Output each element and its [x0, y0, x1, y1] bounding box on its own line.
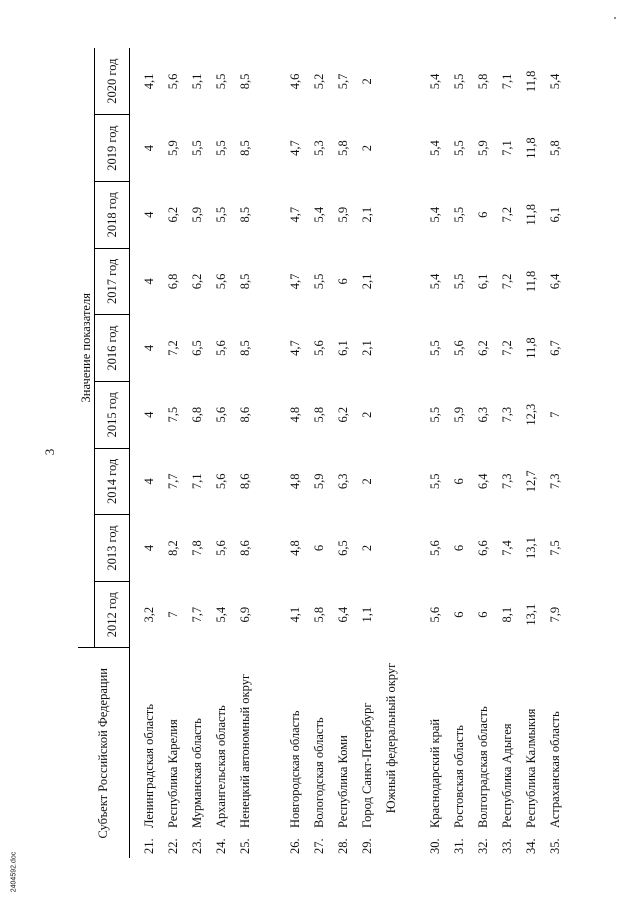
value-cell: 4: [142, 478, 156, 485]
value-cell: 4,1: [142, 73, 156, 90]
row-number: 24.: [214, 838, 228, 854]
value-cell: 6,8: [190, 406, 204, 423]
value-cell: 5,8: [312, 406, 326, 423]
value-cell: 6,2: [190, 273, 204, 290]
subject-name: Краснодарский край: [428, 718, 442, 828]
subject-name: Вологодская область: [312, 717, 326, 828]
page-number: 3: [42, 448, 57, 456]
value-cell: 5,9: [166, 140, 180, 156]
value-cell: 4,1: [288, 606, 302, 623]
value-cell: 4,6: [288, 73, 302, 90]
row-number: 34.: [524, 838, 538, 854]
subject-name: Ленинградская область: [142, 704, 156, 828]
value-cell: 5,5: [452, 273, 466, 290]
value-cell: 2: [360, 144, 374, 152]
table-row: [520, 48, 544, 858]
value-cell: 7: [548, 411, 562, 418]
value-cell: 4: [142, 411, 156, 418]
value-cell: 6,9: [238, 606, 252, 623]
value-cell: 7,1: [500, 140, 514, 156]
value-cell: 4: [142, 211, 156, 218]
value-cell: 6,4: [336, 606, 350, 623]
value-cell: 12,7: [524, 470, 538, 493]
year-header: 2020 год: [95, 48, 130, 115]
subject-name: Ненецкий автономный округ: [238, 673, 252, 828]
subject-name: Город Санкт-Петербург: [360, 702, 374, 828]
empty-cell: [380, 181, 424, 248]
value-cell: 7: [166, 611, 180, 618]
indicator-table-container: [78, 48, 562, 858]
value-cell: 8,6: [238, 540, 252, 556]
value-cell: 5,2: [312, 73, 326, 90]
value-header: Значение показателя: [78, 48, 95, 648]
value-cell: 7,2: [500, 340, 514, 356]
value-cell: 5,5: [428, 340, 442, 356]
value-cell: 7,2: [500, 206, 514, 223]
value-cell: 4: [142, 344, 156, 352]
value-cell: 11,8: [524, 204, 538, 226]
table-header: [78, 48, 130, 858]
value-cell: 6,4: [476, 473, 490, 490]
value-cell: 2,1: [360, 206, 374, 223]
value-cell: 2: [360, 411, 374, 418]
value-cell: 4,8: [288, 473, 302, 490]
value-cell: 7,1: [190, 473, 204, 490]
value-cell: 5,4: [428, 273, 442, 290]
row-number: 30.: [428, 838, 442, 854]
row-number: 22.: [166, 838, 180, 854]
value-cell: 5,5: [214, 140, 228, 156]
value-cell: 5,5: [452, 206, 466, 223]
value-cell: 5,5: [428, 406, 442, 423]
row-number: 33.: [500, 838, 514, 854]
value-cell: 5,5: [190, 140, 204, 156]
value-cell: 5,9: [476, 140, 490, 156]
value-cell: 5,6: [214, 406, 228, 423]
value-cell: 6: [336, 278, 350, 285]
value-cell: 6,3: [476, 406, 490, 423]
value-cell: 5,3: [312, 140, 326, 156]
value-cell: 6,2: [336, 406, 350, 423]
district-header-row: [380, 48, 424, 858]
value-cell: 6,5: [336, 540, 350, 556]
value-cell: 4,8: [288, 406, 302, 423]
table-body: [130, 48, 569, 858]
empty-cell: [380, 381, 424, 448]
subject-name: Ростовская область: [452, 725, 466, 828]
value-cell: 5,6: [312, 340, 326, 356]
district-name: Южный федеральный округ: [384, 662, 398, 814]
value-cell: 5,8: [476, 73, 490, 90]
value-cell: 6,2: [166, 206, 180, 223]
table-row: [278, 48, 308, 858]
value-cell: 8,5: [238, 340, 252, 356]
empty-cell: [380, 248, 424, 315]
value-cell: 6: [476, 611, 490, 618]
value-cell: 5,4: [428, 140, 442, 156]
value-cell: 1,1: [360, 606, 374, 623]
value-cell: 8,6: [238, 473, 252, 490]
value-cell: 5,8: [336, 140, 350, 156]
value-cell: 5,6: [214, 540, 228, 556]
value-cell: 6,1: [336, 340, 350, 356]
value-cell: 8,5: [238, 206, 252, 223]
value-cell: 5,6: [214, 273, 228, 290]
value-cell: 5,6: [428, 606, 442, 623]
value-cell: 13,1: [524, 537, 538, 559]
value-cell: 6,1: [476, 273, 490, 290]
year-header: 2017 год: [95, 248, 130, 315]
value-cell: 2,1: [360, 273, 374, 290]
subject-header: Субъект Российской Федерации: [78, 648, 130, 858]
row-number: 21.: [142, 838, 156, 854]
value-cell: 7,1: [500, 73, 514, 90]
value-cell: 5,7: [336, 73, 350, 90]
value-cell: 4,7: [288, 340, 302, 356]
value-cell: 7,9: [548, 606, 562, 623]
value-cell: 4,7: [288, 273, 302, 290]
value-cell: 5,9: [190, 206, 204, 223]
subject-name: Архангельская область: [214, 705, 228, 828]
year-header: 2014 год: [95, 448, 130, 515]
value-cell: 5,6: [428, 540, 442, 556]
row-number: 35.: [548, 838, 562, 854]
row-number: 26.: [288, 838, 302, 854]
table-row: [496, 48, 520, 858]
value-cell: 5,5: [214, 206, 228, 223]
row-number: 29.: [360, 838, 374, 854]
value-cell: 4: [142, 544, 156, 552]
subject-name: Новгородская область: [288, 710, 302, 828]
year-header: 2015 год: [95, 381, 130, 448]
value-cell: 3,2: [142, 606, 156, 623]
value-cell: 7,7: [166, 473, 180, 490]
subject-name: Республика Адыгея: [500, 723, 514, 828]
table-row: [448, 48, 472, 858]
value-cell: 5,5: [214, 73, 228, 90]
value-cell: 8,2: [166, 540, 180, 556]
value-cell: 5,9: [312, 473, 326, 490]
value-cell: 7,2: [500, 273, 514, 290]
value-cell: 5,8: [312, 606, 326, 623]
value-cell: 7,3: [500, 406, 514, 423]
value-cell: 7,7: [190, 606, 204, 623]
year-header: 2019 год: [95, 115, 130, 182]
value-cell: 4,7: [288, 206, 302, 223]
scan-speck: [614, 17, 616, 19]
year-header: 2018 год: [95, 181, 130, 248]
value-cell: 4,7: [288, 140, 302, 156]
row-number: 28.: [336, 838, 350, 854]
value-cell: 5,8: [548, 140, 562, 156]
value-cell: 4: [142, 144, 156, 152]
value-cell: 8,1: [500, 606, 514, 623]
value-cell: 2: [360, 478, 374, 485]
value-cell: 13,1: [524, 603, 538, 626]
document-id: 2404592.doc: [10, 851, 18, 893]
value-cell: 6: [476, 211, 490, 218]
value-cell: 7,4: [500, 540, 514, 556]
value-cell: 6,6: [476, 540, 490, 556]
value-cell: 6: [452, 611, 466, 618]
value-cell: 5,6: [166, 73, 180, 90]
row-number: 23.: [190, 838, 204, 854]
value-cell: 6: [452, 478, 466, 485]
subject-name: Республика Карелия: [166, 719, 180, 828]
value-cell: 4,8: [288, 540, 302, 556]
value-cell: 5,4: [428, 73, 442, 90]
subject-name: Мурманская область: [190, 718, 204, 828]
value-cell: 7,3: [548, 473, 562, 490]
value-cell: 8,5: [238, 140, 252, 156]
table-row: [210, 48, 234, 858]
value-cell: 7,8: [190, 540, 204, 556]
table-row: [356, 48, 380, 858]
table-row: [424, 48, 448, 858]
value-cell: 6: [452, 544, 466, 552]
value-cell: 8,5: [238, 273, 252, 290]
subject-name: Волгоградская область: [476, 706, 490, 828]
value-cell: 5,5: [428, 473, 442, 490]
value-cell: 6,5: [190, 340, 204, 356]
value-cell: 2,1: [360, 340, 374, 356]
table-row: [308, 48, 332, 858]
empty-cell: [380, 115, 424, 182]
year-header: 2016 год: [95, 315, 130, 382]
subject-name: Республика Коми: [336, 735, 350, 828]
value-cell: 5,5: [452, 73, 466, 90]
value-cell: 11,8: [524, 270, 538, 293]
value-cell: 5,4: [312, 206, 326, 223]
empty-cell: [380, 315, 424, 382]
table-row: [544, 48, 568, 858]
table-row: [186, 48, 210, 858]
value-cell: 5,9: [452, 406, 466, 423]
table-row: [130, 48, 163, 858]
value-cell: 8,6: [238, 406, 252, 423]
value-cell: 6,4: [548, 273, 562, 290]
subject-name: Астраханская область: [548, 711, 562, 828]
value-cell: 7,2: [166, 340, 180, 356]
indicator-table: [78, 48, 568, 858]
value-cell: 7,5: [166, 406, 180, 423]
value-cell: 11,8: [524, 70, 538, 93]
table-row: [234, 48, 278, 858]
value-cell: 2: [360, 544, 374, 552]
subject-name: Республика Калмыкия: [524, 708, 538, 828]
empty-cell: [380, 515, 424, 582]
row-number: 32.: [476, 838, 490, 854]
value-cell: 5,4: [214, 606, 228, 623]
value-cell: 6: [312, 544, 326, 552]
table-row: [162, 48, 186, 858]
year-header: 2012 год: [95, 581, 130, 648]
value-cell: 8,5: [238, 73, 252, 90]
value-cell: 7,3: [500, 473, 514, 490]
value-cell: 6,2: [476, 340, 490, 356]
table-row: [472, 48, 496, 858]
value-cell: 5,5: [452, 140, 466, 156]
value-cell: 12,3: [524, 403, 538, 426]
value-cell: 7,5: [548, 540, 562, 556]
value-cell: 5,6: [452, 340, 466, 356]
row-number: 27.: [312, 838, 326, 854]
value-cell: 11,8: [524, 337, 538, 359]
value-cell: 6,1: [548, 206, 562, 223]
table-row: [332, 48, 356, 858]
row-number: 31.: [452, 838, 466, 854]
empty-cell: [380, 581, 424, 648]
value-cell: 11,8: [524, 137, 538, 159]
value-cell: 4: [142, 278, 156, 285]
row-number: 25.: [238, 838, 252, 854]
year-header: 2013 год: [95, 515, 130, 582]
value-cell: 5,5: [312, 273, 326, 290]
value-cell: 5,1: [190, 73, 204, 90]
value-cell: 5,6: [214, 473, 228, 490]
value-cell: 6,8: [166, 273, 180, 290]
value-cell: 5,4: [428, 206, 442, 223]
value-cell: 5,4: [548, 73, 562, 90]
value-cell: 2: [360, 78, 374, 85]
value-cell: 5,9: [336, 206, 350, 223]
value-cell: 5,6: [214, 340, 228, 356]
value-cell: 6,3: [336, 473, 350, 490]
empty-cell: [380, 48, 424, 115]
value-cell: 6,7: [548, 340, 562, 356]
empty-cell: [380, 448, 424, 515]
empty-cell: [380, 834, 424, 858]
